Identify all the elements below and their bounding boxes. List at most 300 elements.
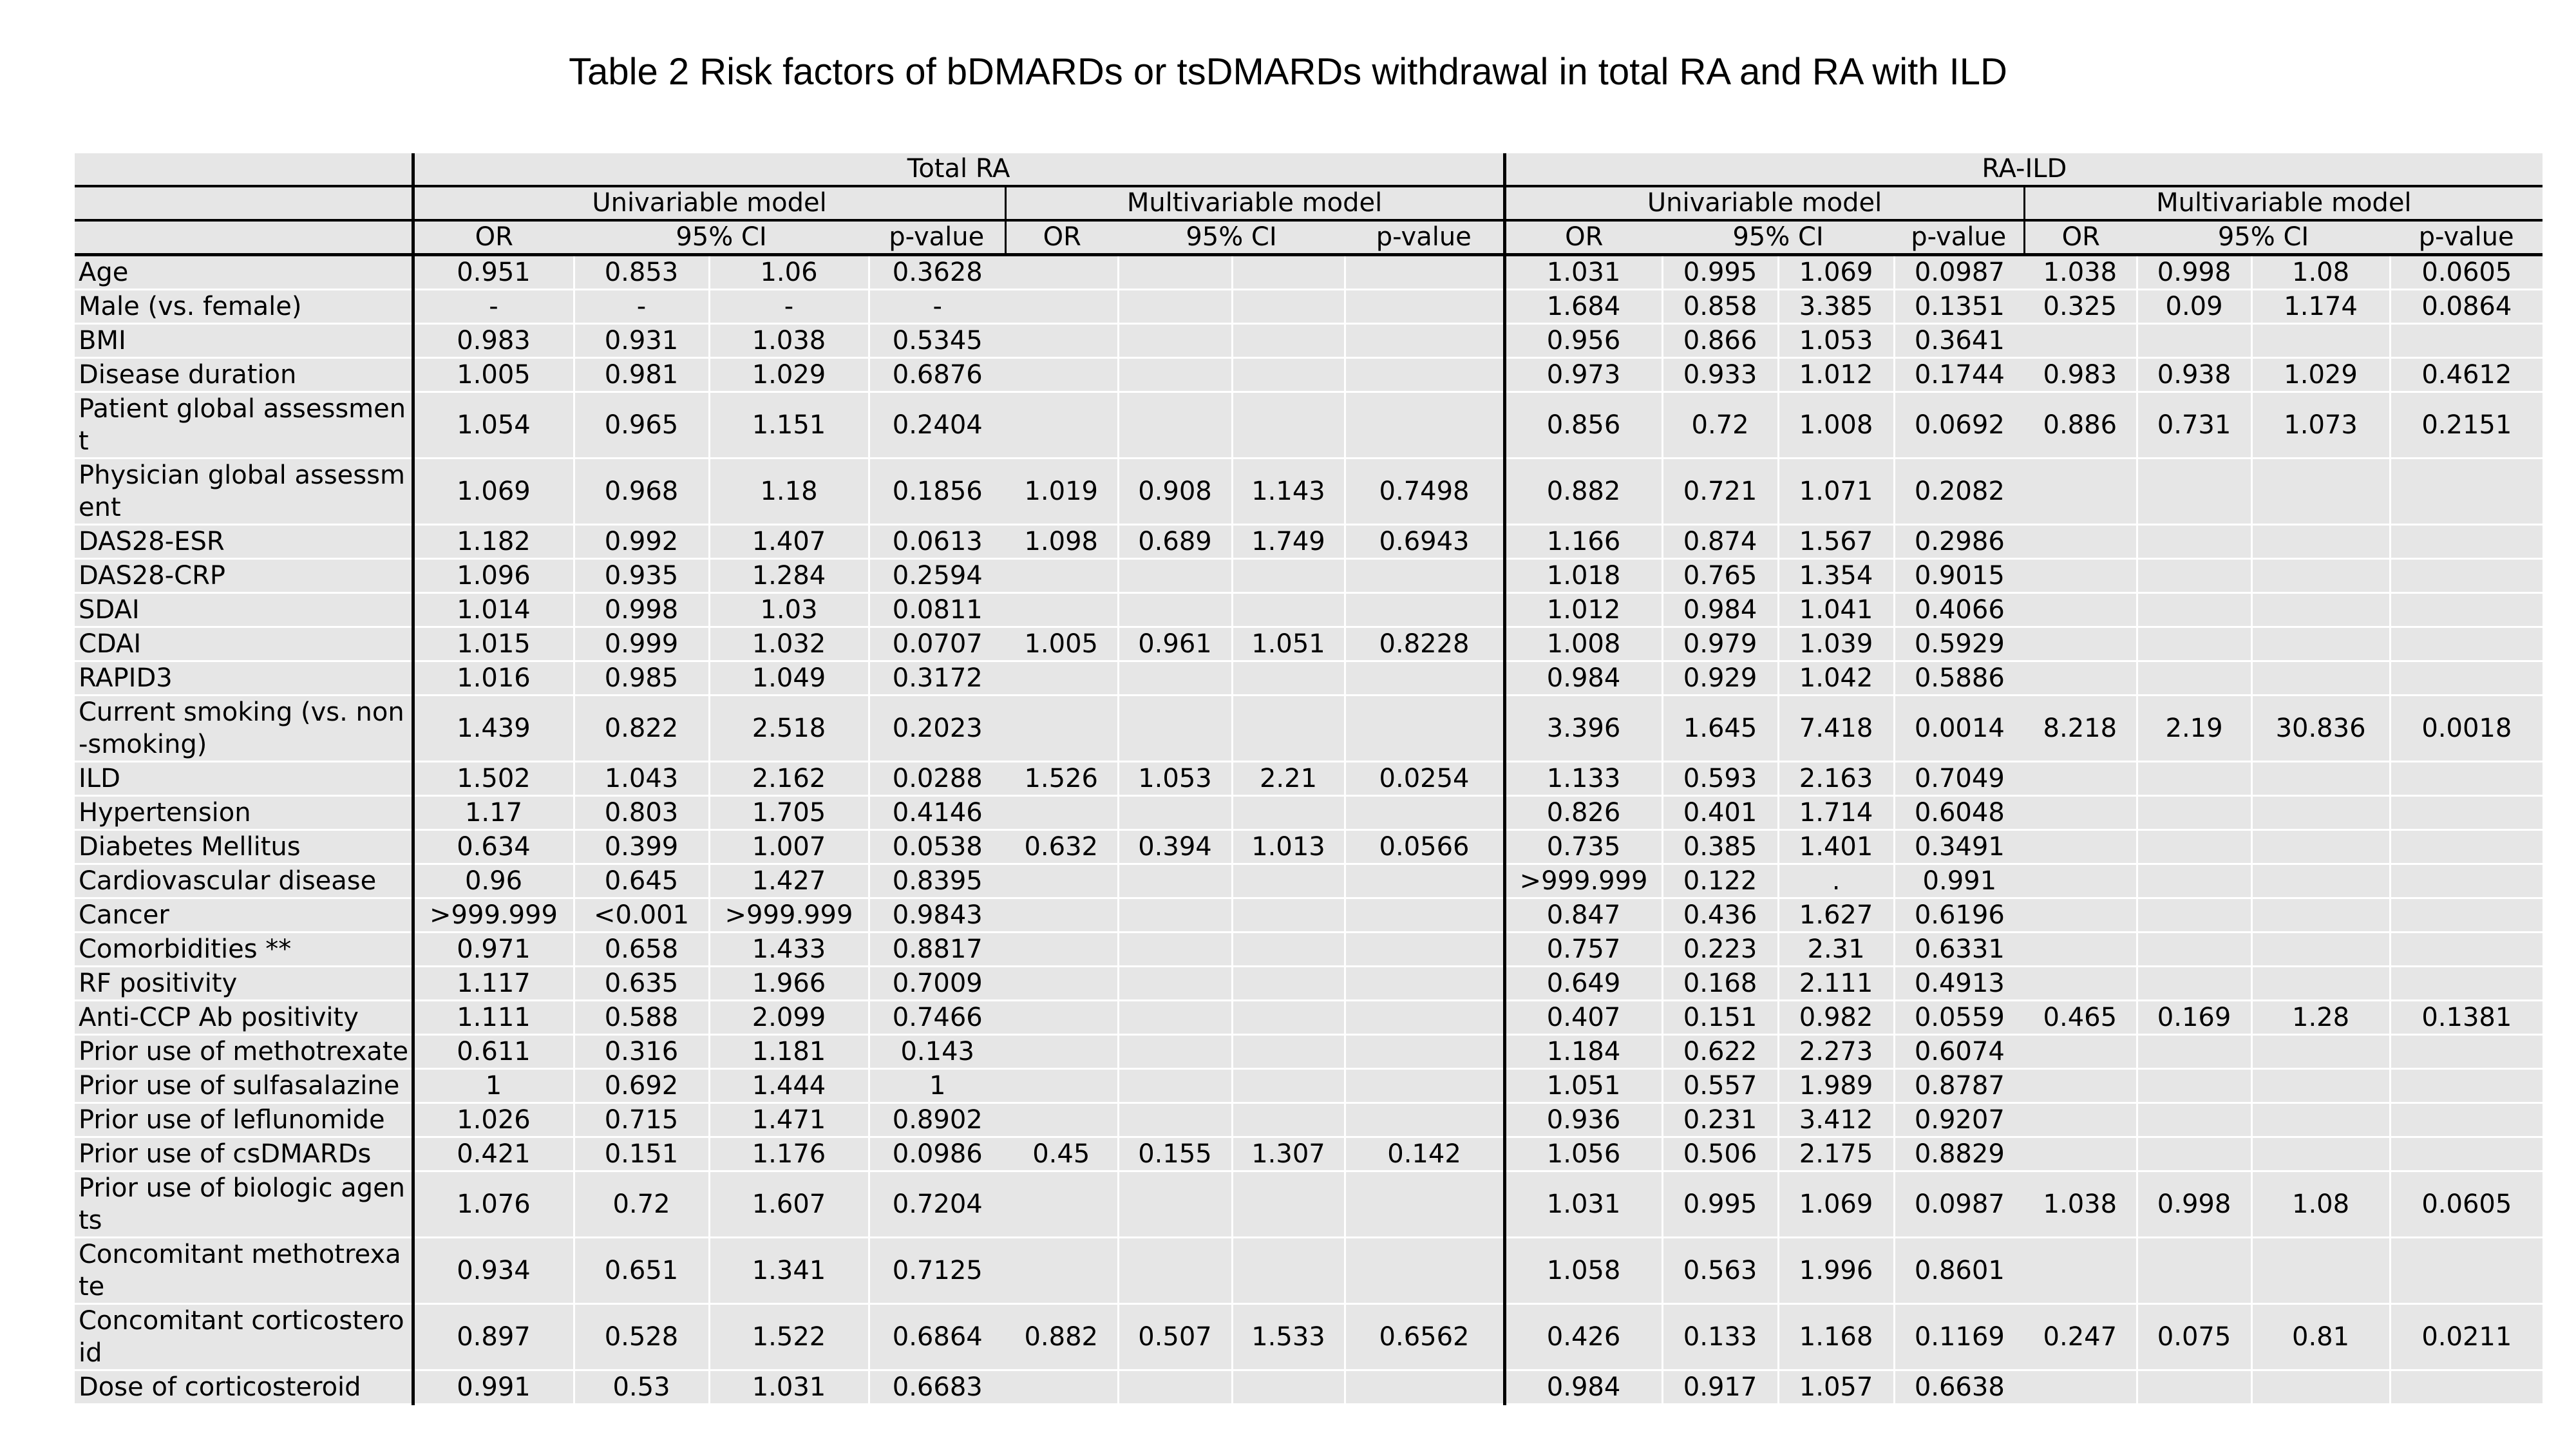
p-value bbox=[2390, 459, 2543, 525]
row-label: Dose of corticosteroid bbox=[75, 1370, 413, 1405]
p-value: 0.0987 bbox=[1894, 1171, 2024, 1238]
ci-lower-value: 0.998 bbox=[2137, 255, 2251, 290]
ci-upper-value bbox=[1232, 392, 1345, 459]
or-value: 1.005 bbox=[413, 358, 574, 392]
ci-lower-value bbox=[1118, 1103, 1232, 1137]
ci-lower-value bbox=[2137, 1103, 2251, 1137]
ci-lower-value bbox=[2137, 796, 2251, 830]
ci-upper-value: - bbox=[709, 290, 869, 324]
ci-lower-value bbox=[1118, 559, 1232, 593]
ci-upper-value: 1.042 bbox=[1778, 661, 1894, 696]
ci-lower-value bbox=[2137, 559, 2251, 593]
or-value: 1.076 bbox=[413, 1171, 574, 1238]
p-value: 0.0566 bbox=[1345, 830, 1504, 864]
ci-lower-value: 1.043 bbox=[574, 762, 709, 796]
ci-upper-value: 1.007 bbox=[709, 830, 869, 864]
ci-lower-value bbox=[1118, 593, 1232, 627]
or-value: 1.058 bbox=[1504, 1238, 1662, 1304]
or-value: 1.031 bbox=[1504, 255, 1662, 290]
p-value: 0.7049 bbox=[1894, 762, 2024, 796]
ci-upper-value: 1.627 bbox=[1778, 898, 1894, 933]
p-value: 0.1381 bbox=[2390, 1001, 2543, 1035]
ci-lower-value: 0.908 bbox=[1118, 459, 1232, 525]
ci-upper-value: 1.176 bbox=[709, 1137, 869, 1171]
row-label: Prior use of csDMARDs bbox=[75, 1137, 413, 1171]
ci-upper-value bbox=[1232, 324, 1345, 358]
ci-lower-value bbox=[1118, 358, 1232, 392]
or-value: 1.014 bbox=[413, 593, 574, 627]
row-label: Prior use of leflunomide bbox=[75, 1103, 413, 1137]
ci-lower-value bbox=[1118, 1370, 1232, 1405]
table-row bbox=[75, 1370, 2543, 1405]
or-value: 0.956 bbox=[1504, 324, 1662, 358]
or-value: 1.051 bbox=[1504, 1069, 1662, 1103]
ci-lower-value: 0.931 bbox=[574, 324, 709, 358]
p-value: 0.6864 bbox=[869, 1304, 1005, 1370]
p-value bbox=[1345, 898, 1504, 933]
ci-upper-value bbox=[2251, 661, 2390, 696]
table-row bbox=[75, 1137, 2543, 1171]
row-label: Anti-CCP Ab positivity bbox=[75, 1001, 413, 1035]
p-value: 0.0987 bbox=[1894, 255, 2024, 290]
ci-upper-value: 2.273 bbox=[1778, 1035, 1894, 1069]
or-value: 1.502 bbox=[413, 762, 574, 796]
p-value: 0.3172 bbox=[869, 661, 1005, 696]
or-value bbox=[1005, 358, 1118, 392]
or-value: 1.111 bbox=[413, 1001, 574, 1035]
ci-upper-value: 1.013 bbox=[1232, 830, 1345, 864]
ci-upper-value: 1.174 bbox=[2251, 290, 2390, 324]
ci-header: 95% CI bbox=[1118, 220, 1345, 255]
or-value bbox=[1005, 1103, 1118, 1137]
p-value: 0.8601 bbox=[1894, 1238, 2024, 1304]
or-value: 1.133 bbox=[1504, 762, 1662, 796]
ci-lower-value: 0.593 bbox=[1662, 762, 1778, 796]
ci-lower-value bbox=[1118, 967, 1232, 1001]
p-value bbox=[2390, 1370, 2543, 1405]
ci-upper-value: 1.18 bbox=[709, 459, 869, 525]
or-value: 0.426 bbox=[1504, 1304, 1662, 1370]
p-value: 0.9207 bbox=[1894, 1103, 2024, 1137]
p-value bbox=[1345, 1238, 1504, 1304]
p-value: 0.3641 bbox=[1894, 324, 2024, 358]
ci-upper-value: 1.181 bbox=[709, 1035, 869, 1069]
p-value: 0.8228 bbox=[1345, 627, 1504, 661]
or-value: 1.018 bbox=[1504, 559, 1662, 593]
or-value bbox=[1005, 661, 1118, 696]
ci-upper-value: 1.08 bbox=[2251, 1171, 2390, 1238]
ci-lower-value bbox=[1118, 1035, 1232, 1069]
ci-upper-value: 1.714 bbox=[1778, 796, 1894, 830]
or-value: 1.016 bbox=[413, 661, 574, 696]
ci-lower-value: 0.394 bbox=[1118, 830, 1232, 864]
ci-lower-value bbox=[1118, 392, 1232, 459]
ci-lower-value: 0.507 bbox=[1118, 1304, 1232, 1370]
ci-lower-value: 0.399 bbox=[574, 830, 709, 864]
or-value: 1.031 bbox=[1504, 1171, 1662, 1238]
model-header-ild-univariable: Univariable model bbox=[1504, 186, 2024, 220]
ci-upper-value: 1.341 bbox=[709, 1238, 869, 1304]
ci-header: 95% CI bbox=[574, 220, 869, 255]
ci-upper-value bbox=[1232, 593, 1345, 627]
model-header-ild-multivariable: Multivariable model bbox=[2024, 186, 2543, 220]
ci-upper-value: 30.836 bbox=[2251, 696, 2390, 762]
or-value bbox=[1005, 933, 1118, 967]
ci-upper-value bbox=[1232, 967, 1345, 1001]
or-value: 0.856 bbox=[1504, 392, 1662, 459]
ci-upper-value: 1.407 bbox=[709, 525, 869, 559]
ci-upper-value: 2.163 bbox=[1778, 762, 1894, 796]
or-value: 0.886 bbox=[2024, 392, 2137, 459]
ci-lower-value bbox=[1118, 696, 1232, 762]
p-value: 0.7498 bbox=[1345, 459, 1504, 525]
p-value: 0.2594 bbox=[869, 559, 1005, 593]
ci-upper-value bbox=[2251, 796, 2390, 830]
p-value bbox=[1345, 1171, 1504, 1238]
ci-lower-value bbox=[2137, 1370, 2251, 1405]
p-value-header: p-value bbox=[869, 220, 1005, 255]
row-label: DAS28-CRP bbox=[75, 559, 413, 593]
ci-upper-value: 2.31 bbox=[1778, 933, 1894, 967]
row-label: Hypertension bbox=[75, 796, 413, 830]
ci-upper-value bbox=[2251, 593, 2390, 627]
table-row bbox=[75, 796, 2543, 830]
ci-lower-value: 0.998 bbox=[574, 593, 709, 627]
ci-lower-value bbox=[1118, 864, 1232, 898]
ci-lower-value: 0.981 bbox=[574, 358, 709, 392]
table-row bbox=[75, 627, 2543, 661]
table-row bbox=[75, 392, 2543, 459]
or-value bbox=[2024, 1370, 2137, 1405]
or-value: >999.999 bbox=[1504, 864, 1662, 898]
p-value: 0.6074 bbox=[1894, 1035, 2024, 1069]
p-value: 0.0692 bbox=[1894, 392, 2024, 459]
ci-upper-value: 1.051 bbox=[1232, 627, 1345, 661]
ci-upper-value bbox=[1232, 1171, 1345, 1238]
or-value bbox=[2024, 627, 2137, 661]
p-value bbox=[2390, 898, 2543, 933]
table-row bbox=[75, 290, 2543, 324]
ci-upper-value: 2.162 bbox=[709, 762, 869, 796]
or-header: OR bbox=[1005, 220, 1118, 255]
p-value bbox=[2390, 1103, 2543, 1137]
ci-upper-value: 1.143 bbox=[1232, 459, 1345, 525]
or-value: 0.936 bbox=[1504, 1103, 1662, 1137]
p-value bbox=[2390, 1069, 2543, 1103]
ci-upper-value bbox=[1232, 255, 1345, 290]
ci-upper-value: 1.427 bbox=[709, 864, 869, 898]
p-value bbox=[1345, 392, 1504, 459]
ci-upper-value bbox=[2251, 864, 2390, 898]
ci-lower-value: 0.917 bbox=[1662, 1370, 1778, 1405]
or-value: 0.847 bbox=[1504, 898, 1662, 933]
ci-lower-value: 0.984 bbox=[1662, 593, 1778, 627]
group-header-total-ra: Total RA bbox=[413, 153, 1504, 186]
or-value: 0.465 bbox=[2024, 1001, 2137, 1035]
table-row bbox=[75, 1069, 2543, 1103]
or-value: 1.184 bbox=[1504, 1035, 1662, 1069]
row-label: RAPID3 bbox=[75, 661, 413, 696]
ci-lower-value: 0.563 bbox=[1662, 1238, 1778, 1304]
p-value bbox=[2390, 796, 2543, 830]
ci-upper-value bbox=[1232, 559, 1345, 593]
ci-lower-value bbox=[2137, 762, 2251, 796]
p-value: 0.0605 bbox=[2390, 1171, 2543, 1238]
table-row bbox=[75, 459, 2543, 525]
ci-lower-value: 0.979 bbox=[1662, 627, 1778, 661]
ci-header: 95% CI bbox=[1662, 220, 1894, 255]
ci-lower-value: 0.557 bbox=[1662, 1069, 1778, 1103]
p-value bbox=[1345, 1370, 1504, 1405]
ci-lower-value bbox=[2137, 661, 2251, 696]
or-value: 1.012 bbox=[1504, 593, 1662, 627]
table-row bbox=[75, 898, 2543, 933]
or-value bbox=[1005, 1171, 1118, 1238]
ci-lower-value: 0.853 bbox=[574, 255, 709, 290]
ci-upper-value: 1.06 bbox=[709, 255, 869, 290]
or-value bbox=[1005, 967, 1118, 1001]
p-value: 0.4913 bbox=[1894, 967, 2024, 1001]
or-value bbox=[1005, 1001, 1118, 1035]
row-label: BMI bbox=[75, 324, 413, 358]
ci-lower-value: 0.385 bbox=[1662, 830, 1778, 864]
p-value: 0.6196 bbox=[1894, 898, 2024, 933]
or-value: 0.325 bbox=[2024, 290, 2137, 324]
ci-lower-value bbox=[2137, 898, 2251, 933]
ci-header: 95% CI bbox=[2137, 220, 2390, 255]
ci-lower-value: 0.935 bbox=[574, 559, 709, 593]
or-value: 1.684 bbox=[1504, 290, 1662, 324]
ci-lower-value: 0.929 bbox=[1662, 661, 1778, 696]
ci-lower-value bbox=[1118, 255, 1232, 290]
ci-upper-value: 1.444 bbox=[709, 1069, 869, 1103]
ci-lower-value bbox=[2137, 830, 2251, 864]
ci-lower-value: 0.933 bbox=[1662, 358, 1778, 392]
or-value: 1.069 bbox=[413, 459, 574, 525]
ci-lower-value: 0.961 bbox=[1118, 627, 1232, 661]
p-value-header: p-value bbox=[2390, 220, 2543, 255]
ci-upper-value: 1.522 bbox=[709, 1304, 869, 1370]
row-label: Male (vs. female) bbox=[75, 290, 413, 324]
ci-upper-value bbox=[1232, 1238, 1345, 1304]
or-value bbox=[1005, 593, 1118, 627]
ci-upper-value: 1.069 bbox=[1778, 255, 1894, 290]
ci-upper-value: 2.111 bbox=[1778, 967, 1894, 1001]
row-label: Patient global assessment bbox=[75, 392, 413, 459]
p-value: 0.0538 bbox=[869, 830, 1005, 864]
ci-upper-value: 1.354 bbox=[1778, 559, 1894, 593]
row-label: RF positivity bbox=[75, 967, 413, 1001]
ci-lower-value: 0.968 bbox=[574, 459, 709, 525]
group-header-ra-ild: RA-ILD bbox=[1504, 153, 2543, 186]
or-value: 1.038 bbox=[2024, 255, 2137, 290]
or-value: 1.054 bbox=[413, 392, 574, 459]
ci-lower-value: 0.168 bbox=[1662, 967, 1778, 1001]
p-value bbox=[1345, 1001, 1504, 1035]
or-value: 0.649 bbox=[1504, 967, 1662, 1001]
ci-upper-value: 1.039 bbox=[1778, 627, 1894, 661]
p-value: 0.0605 bbox=[2390, 255, 2543, 290]
or-value: 1.038 bbox=[2024, 1171, 2137, 1238]
ci-lower-value: 0.965 bbox=[574, 392, 709, 459]
or-value: 1.098 bbox=[1005, 525, 1118, 559]
ci-upper-value: 1.012 bbox=[1778, 358, 1894, 392]
ci-lower-value: 0.528 bbox=[574, 1304, 709, 1370]
ci-upper-value: >999.999 bbox=[709, 898, 869, 933]
or-header: OR bbox=[1504, 220, 1662, 255]
ci-upper-value: 1.038 bbox=[709, 324, 869, 358]
table-row bbox=[75, 255, 2543, 290]
ci-upper-value bbox=[2251, 830, 2390, 864]
ci-upper-value bbox=[2251, 525, 2390, 559]
subheader-row bbox=[75, 220, 2543, 255]
p-value: 0.0018 bbox=[2390, 696, 2543, 762]
ci-upper-value bbox=[1232, 290, 1345, 324]
table-row bbox=[75, 1238, 2543, 1304]
ci-lower-value bbox=[2137, 525, 2251, 559]
ci-upper-value: 1.168 bbox=[1778, 1304, 1894, 1370]
or-value: 0.983 bbox=[2024, 358, 2137, 392]
p-value bbox=[2390, 593, 2543, 627]
ci-lower-value bbox=[1118, 1069, 1232, 1103]
ci-upper-value: 0.982 bbox=[1778, 1001, 1894, 1035]
p-value: 0.2986 bbox=[1894, 525, 2024, 559]
row-label: Concomitant corticosteroid bbox=[75, 1304, 413, 1370]
or-value: 0.984 bbox=[1504, 661, 1662, 696]
or-value: 1.026 bbox=[413, 1103, 574, 1137]
ci-lower-value: 0.858 bbox=[1662, 290, 1778, 324]
or-value bbox=[1005, 290, 1118, 324]
table-row bbox=[75, 1103, 2543, 1137]
ci-lower-value: 0.689 bbox=[1118, 525, 1232, 559]
ci-lower-value bbox=[2137, 967, 2251, 1001]
or-value: 0.897 bbox=[413, 1304, 574, 1370]
ci-lower-value bbox=[1118, 290, 1232, 324]
ci-upper-value bbox=[1232, 864, 1345, 898]
ci-lower-value: 0.588 bbox=[574, 1001, 709, 1035]
p-value bbox=[2390, 933, 2543, 967]
ci-lower-value: 1.645 bbox=[1662, 696, 1778, 762]
ci-lower-value: <0.001 bbox=[574, 898, 709, 933]
or-value: 0.735 bbox=[1504, 830, 1662, 864]
or-value bbox=[2024, 830, 2137, 864]
p-value: 0.5929 bbox=[1894, 627, 2024, 661]
or-value: 0.973 bbox=[1504, 358, 1662, 392]
ci-lower-value: 0.506 bbox=[1662, 1137, 1778, 1171]
p-value bbox=[1345, 358, 1504, 392]
or-value bbox=[1005, 864, 1118, 898]
or-value bbox=[1005, 324, 1118, 358]
ci-upper-value: 1.284 bbox=[709, 559, 869, 593]
or-value: 8.218 bbox=[2024, 696, 2137, 762]
row-label: Diabetes Mellitus bbox=[75, 830, 413, 864]
ci-lower-value: 0.155 bbox=[1118, 1137, 1232, 1171]
or-value bbox=[2024, 1103, 2137, 1137]
table-body bbox=[75, 255, 2543, 1405]
p-value bbox=[2390, 762, 2543, 796]
ci-lower-value: 0.231 bbox=[1662, 1103, 1778, 1137]
ci-lower-value: 0.866 bbox=[1662, 324, 1778, 358]
p-value bbox=[1345, 593, 1504, 627]
p-value: 0.8902 bbox=[869, 1103, 1005, 1137]
or-value bbox=[1005, 696, 1118, 762]
or-value: 1.166 bbox=[1504, 525, 1662, 559]
or-value bbox=[2024, 796, 2137, 830]
ci-upper-value bbox=[1232, 1103, 1345, 1137]
p-value bbox=[2390, 661, 2543, 696]
p-value bbox=[2390, 864, 2543, 898]
or-value: 0.421 bbox=[413, 1137, 574, 1171]
model-header-total-univariable: Univariable model bbox=[413, 186, 1005, 220]
row-label: Disease duration bbox=[75, 358, 413, 392]
ci-lower-value bbox=[2137, 1137, 2251, 1171]
p-value: 0.6331 bbox=[1894, 933, 2024, 967]
ci-lower-value: - bbox=[574, 290, 709, 324]
ci-lower-value bbox=[2137, 1069, 2251, 1103]
or-value bbox=[2024, 1137, 2137, 1171]
ci-lower-value: 0.151 bbox=[574, 1137, 709, 1171]
or-value bbox=[2024, 967, 2137, 1001]
ci-upper-value bbox=[2251, 1069, 2390, 1103]
p-value: 0.2023 bbox=[869, 696, 1005, 762]
or-value bbox=[1005, 796, 1118, 830]
ci-upper-value: 1.073 bbox=[2251, 392, 2390, 459]
ci-upper-value bbox=[2251, 1035, 2390, 1069]
or-value bbox=[2024, 661, 2137, 696]
row-label: Prior use of sulfasalazine bbox=[75, 1069, 413, 1103]
ci-upper-value bbox=[2251, 559, 2390, 593]
ci-upper-value: 0.81 bbox=[2251, 1304, 2390, 1370]
or-value: 0.934 bbox=[413, 1238, 574, 1304]
ci-lower-value bbox=[2137, 1238, 2251, 1304]
table-row bbox=[75, 1171, 2543, 1238]
or-value: 1.008 bbox=[1504, 627, 1662, 661]
ci-lower-value: 1.053 bbox=[1118, 762, 1232, 796]
or-value: 0.991 bbox=[413, 1370, 574, 1405]
p-value: 0.0559 bbox=[1894, 1001, 2024, 1035]
ci-upper-value: 2.175 bbox=[1778, 1137, 1894, 1171]
ci-upper-value bbox=[1232, 796, 1345, 830]
or-header: OR bbox=[2024, 220, 2137, 255]
ci-upper-value: 1.151 bbox=[709, 392, 869, 459]
or-value bbox=[2024, 933, 2137, 967]
p-value: 1 bbox=[869, 1069, 1005, 1103]
p-value: 0.2151 bbox=[2390, 392, 2543, 459]
p-value: 0.1744 bbox=[1894, 358, 2024, 392]
p-value: 0.9015 bbox=[1894, 559, 2024, 593]
p-value: 0.7204 bbox=[869, 1171, 1005, 1238]
ci-lower-value: 0.721 bbox=[1662, 459, 1778, 525]
ci-upper-value: 1.966 bbox=[709, 967, 869, 1001]
ci-upper-value bbox=[2251, 967, 2390, 1001]
or-value: 0.634 bbox=[413, 830, 574, 864]
ci-lower-value: 0.692 bbox=[574, 1069, 709, 1103]
ci-upper-value: . bbox=[1778, 864, 1894, 898]
ci-upper-value: 1.08 bbox=[2251, 255, 2390, 290]
p-value: 0.8395 bbox=[869, 864, 1005, 898]
ci-lower-value: 0.765 bbox=[1662, 559, 1778, 593]
or-value bbox=[1005, 559, 1118, 593]
p-value: 0.0707 bbox=[869, 627, 1005, 661]
p-value bbox=[1345, 559, 1504, 593]
p-value: 0.1351 bbox=[1894, 290, 2024, 324]
p-value bbox=[1345, 1035, 1504, 1069]
or-value: 1.17 bbox=[413, 796, 574, 830]
row-label: Concomitant methotrexate bbox=[75, 1238, 413, 1304]
or-value bbox=[2024, 559, 2137, 593]
or-value: 1.015 bbox=[413, 627, 574, 661]
p-value bbox=[2390, 1238, 2543, 1304]
